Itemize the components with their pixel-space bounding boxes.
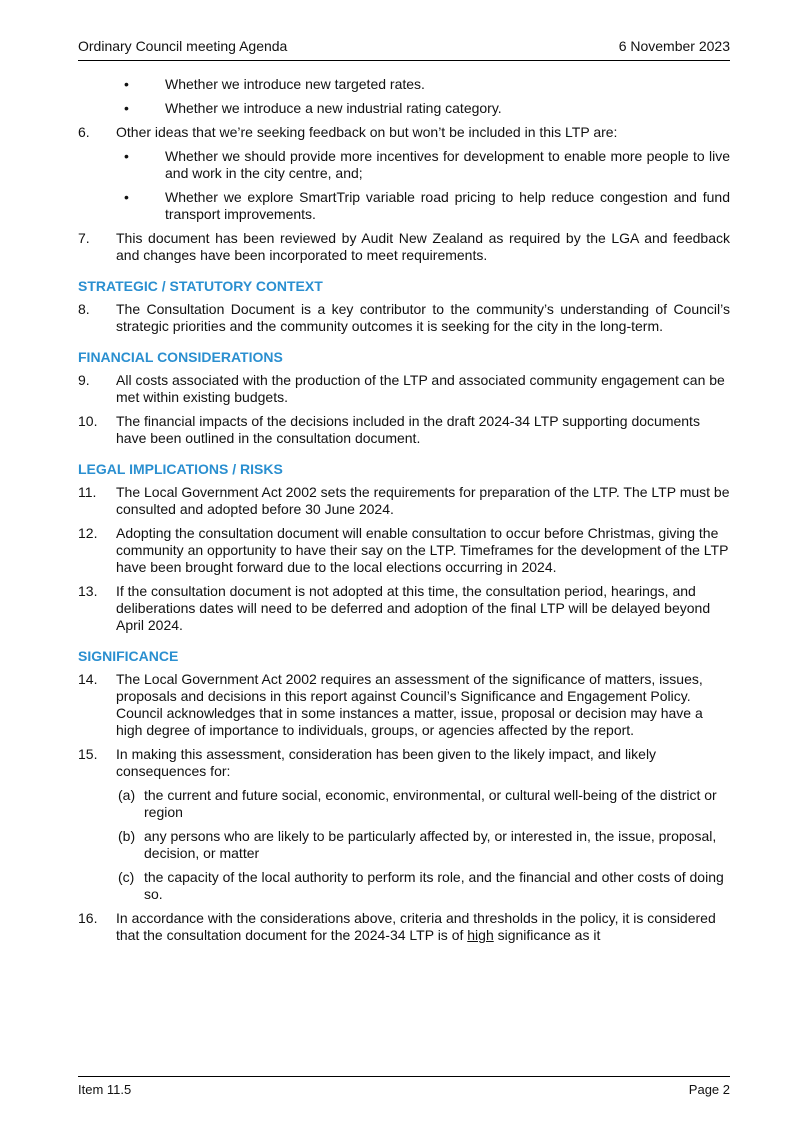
bullet-text: Whether we should provide more incentives for development to enable more people to live and work in the city centre, and; [165,148,730,181]
paragraph-number: 12. [78,525,98,541]
document-body [78,76,730,951]
paragraph-text-before: In accordance with the considerations above, criteria and thresholds in the policy, it is considered that the consultation document for the 2024-34 LTP is of [116,910,716,943]
page-header [78,38,730,61]
paragraph-text: All costs associated with the production of the LTP and associated community engagement can be met within existing budgets. [116,372,725,405]
paragraph-number: 16. [78,910,98,926]
section-heading-strategic: STRATEGIC / STATUTORY CONTEXT [78,278,323,294]
sub-item-c [78,869,730,903]
paragraph-11 [78,484,730,518]
bullet-item [78,189,730,223]
paragraph-text: The Consultation Document is a key contributor to the community’s understanding of Council’s strategic priorities and the community outcomes it is seeking for the city in the long-term. [116,301,730,334]
paragraph-13 [78,583,730,634]
section-heading-financial: FINANCIAL CONSIDERATIONS [78,349,283,365]
bullet-item [78,76,730,93]
paragraph-6 [78,124,730,141]
paragraph-number: 6. [78,124,90,140]
header-title: Ordinary Council meeting Agenda [78,38,288,54]
bullet-glyph: • [124,100,129,116]
sub-item-a [78,787,730,821]
underlined-word: high [467,927,494,943]
paragraph-number: 7. [78,230,90,246]
paragraph-16 [78,910,730,944]
bullet-text: Whether we introduce a new industrial rating category. [165,100,502,116]
bullet-item [78,148,730,182]
paragraph-number: 8. [78,301,90,317]
paragraph-9 [78,372,730,406]
bullet-glyph: • [124,76,129,92]
sub-item-label: (c) [118,869,135,885]
bullet-glyph: • [124,189,129,205]
sub-item-text: any persons who are likely to be particularly affected by, or interested in, the issue, proposal, decision, or matter [144,828,717,861]
paragraph-text: The financial impacts of the decisions included in the draft 2024-34 LTP supporting documents have been outlined in the consultation document. [116,413,700,446]
footer-item: Item 11.5 [78,1082,132,1097]
section-heading-legal: LEGAL IMPLICATIONS / RISKS [78,461,283,477]
paragraph-15 [78,746,730,780]
paragraph-text: In making this assessment, consideration has been given to the likely impact, and likely consequences for: [116,746,657,779]
paragraph-12 [78,525,730,576]
paragraph-number: 10. [78,413,98,429]
paragraph-number: 14. [78,671,98,687]
bullet-text: Whether we explore SmartTrip variable road pricing to help reduce congestion and fund transport improvements. [165,189,730,222]
paragraph-number: 9. [78,372,90,388]
paragraph-text: If the consultation document is not adopted at this time, the consultation period, hearings, and deliberations dates will need to be deferred and adoption of the final LTP will be delayed beyond April 2024. [116,583,711,633]
paragraph-text: This document has been reviewed by Audit New Zealand as required by the LGA and feedback and changes have been incorporated to meet requirements. [116,230,730,263]
paragraph-number: 13. [78,583,98,599]
header-date: 6 November 2023 [618,38,730,54]
paragraph-number: 11. [78,484,97,500]
bullet-item [78,100,730,117]
paragraph-10 [78,413,730,447]
sub-item-b [78,828,730,862]
paragraph-number: 15. [78,746,98,762]
sub-item-text: the capacity of the local authority to perform its role, and the financial and other costs of doing so. [144,869,724,902]
paragraph-text: Other ideas that we’re seeking feedback on but won’t be included in this LTP are: [116,124,618,140]
paragraph-text: The Local Government Act 2002 sets the requirements for preparation of the LTP. The LTP must be consulted and adopted before 30 June 2024. [116,484,730,517]
sub-item-label: (b) [118,828,136,844]
paragraph-14 [78,671,730,739]
paragraph-8 [78,301,730,335]
section-heading-significance: SIGNIFICANCE [78,648,179,664]
page-footer [78,1076,730,1104]
paragraph-text: The Local Government Act 2002 requires an assessment of the significance of matters, issues, proposals and decisions in this report against Council’s Significance and Engagement Policy. Council acknowledges that in some instances a matter, issue, proposal or decision may have a high degree of importance to individuals, groups, or agencies affected by the report. [116,671,703,738]
sub-item-text: the current and future social, economic, environmental, or cultural well-being of the district or region [144,787,717,820]
footer-page-number: Page 2 [688,1082,730,1097]
paragraph-text-after: significance as it [493,927,601,943]
bullet-text: Whether we introduce new targeted rates. [165,76,425,92]
paragraph-text: Adopting the consultation document will enable consultation to occur before Christmas, giving the community an opportunity to have their say on the LTP. Timeframes for the development of the LTP have been brought forward due to the local elections occurring in 2024. [116,525,729,575]
paragraph-7 [78,230,730,264]
bullet-glyph: • [124,148,129,164]
sub-item-label: (a) [118,787,136,803]
